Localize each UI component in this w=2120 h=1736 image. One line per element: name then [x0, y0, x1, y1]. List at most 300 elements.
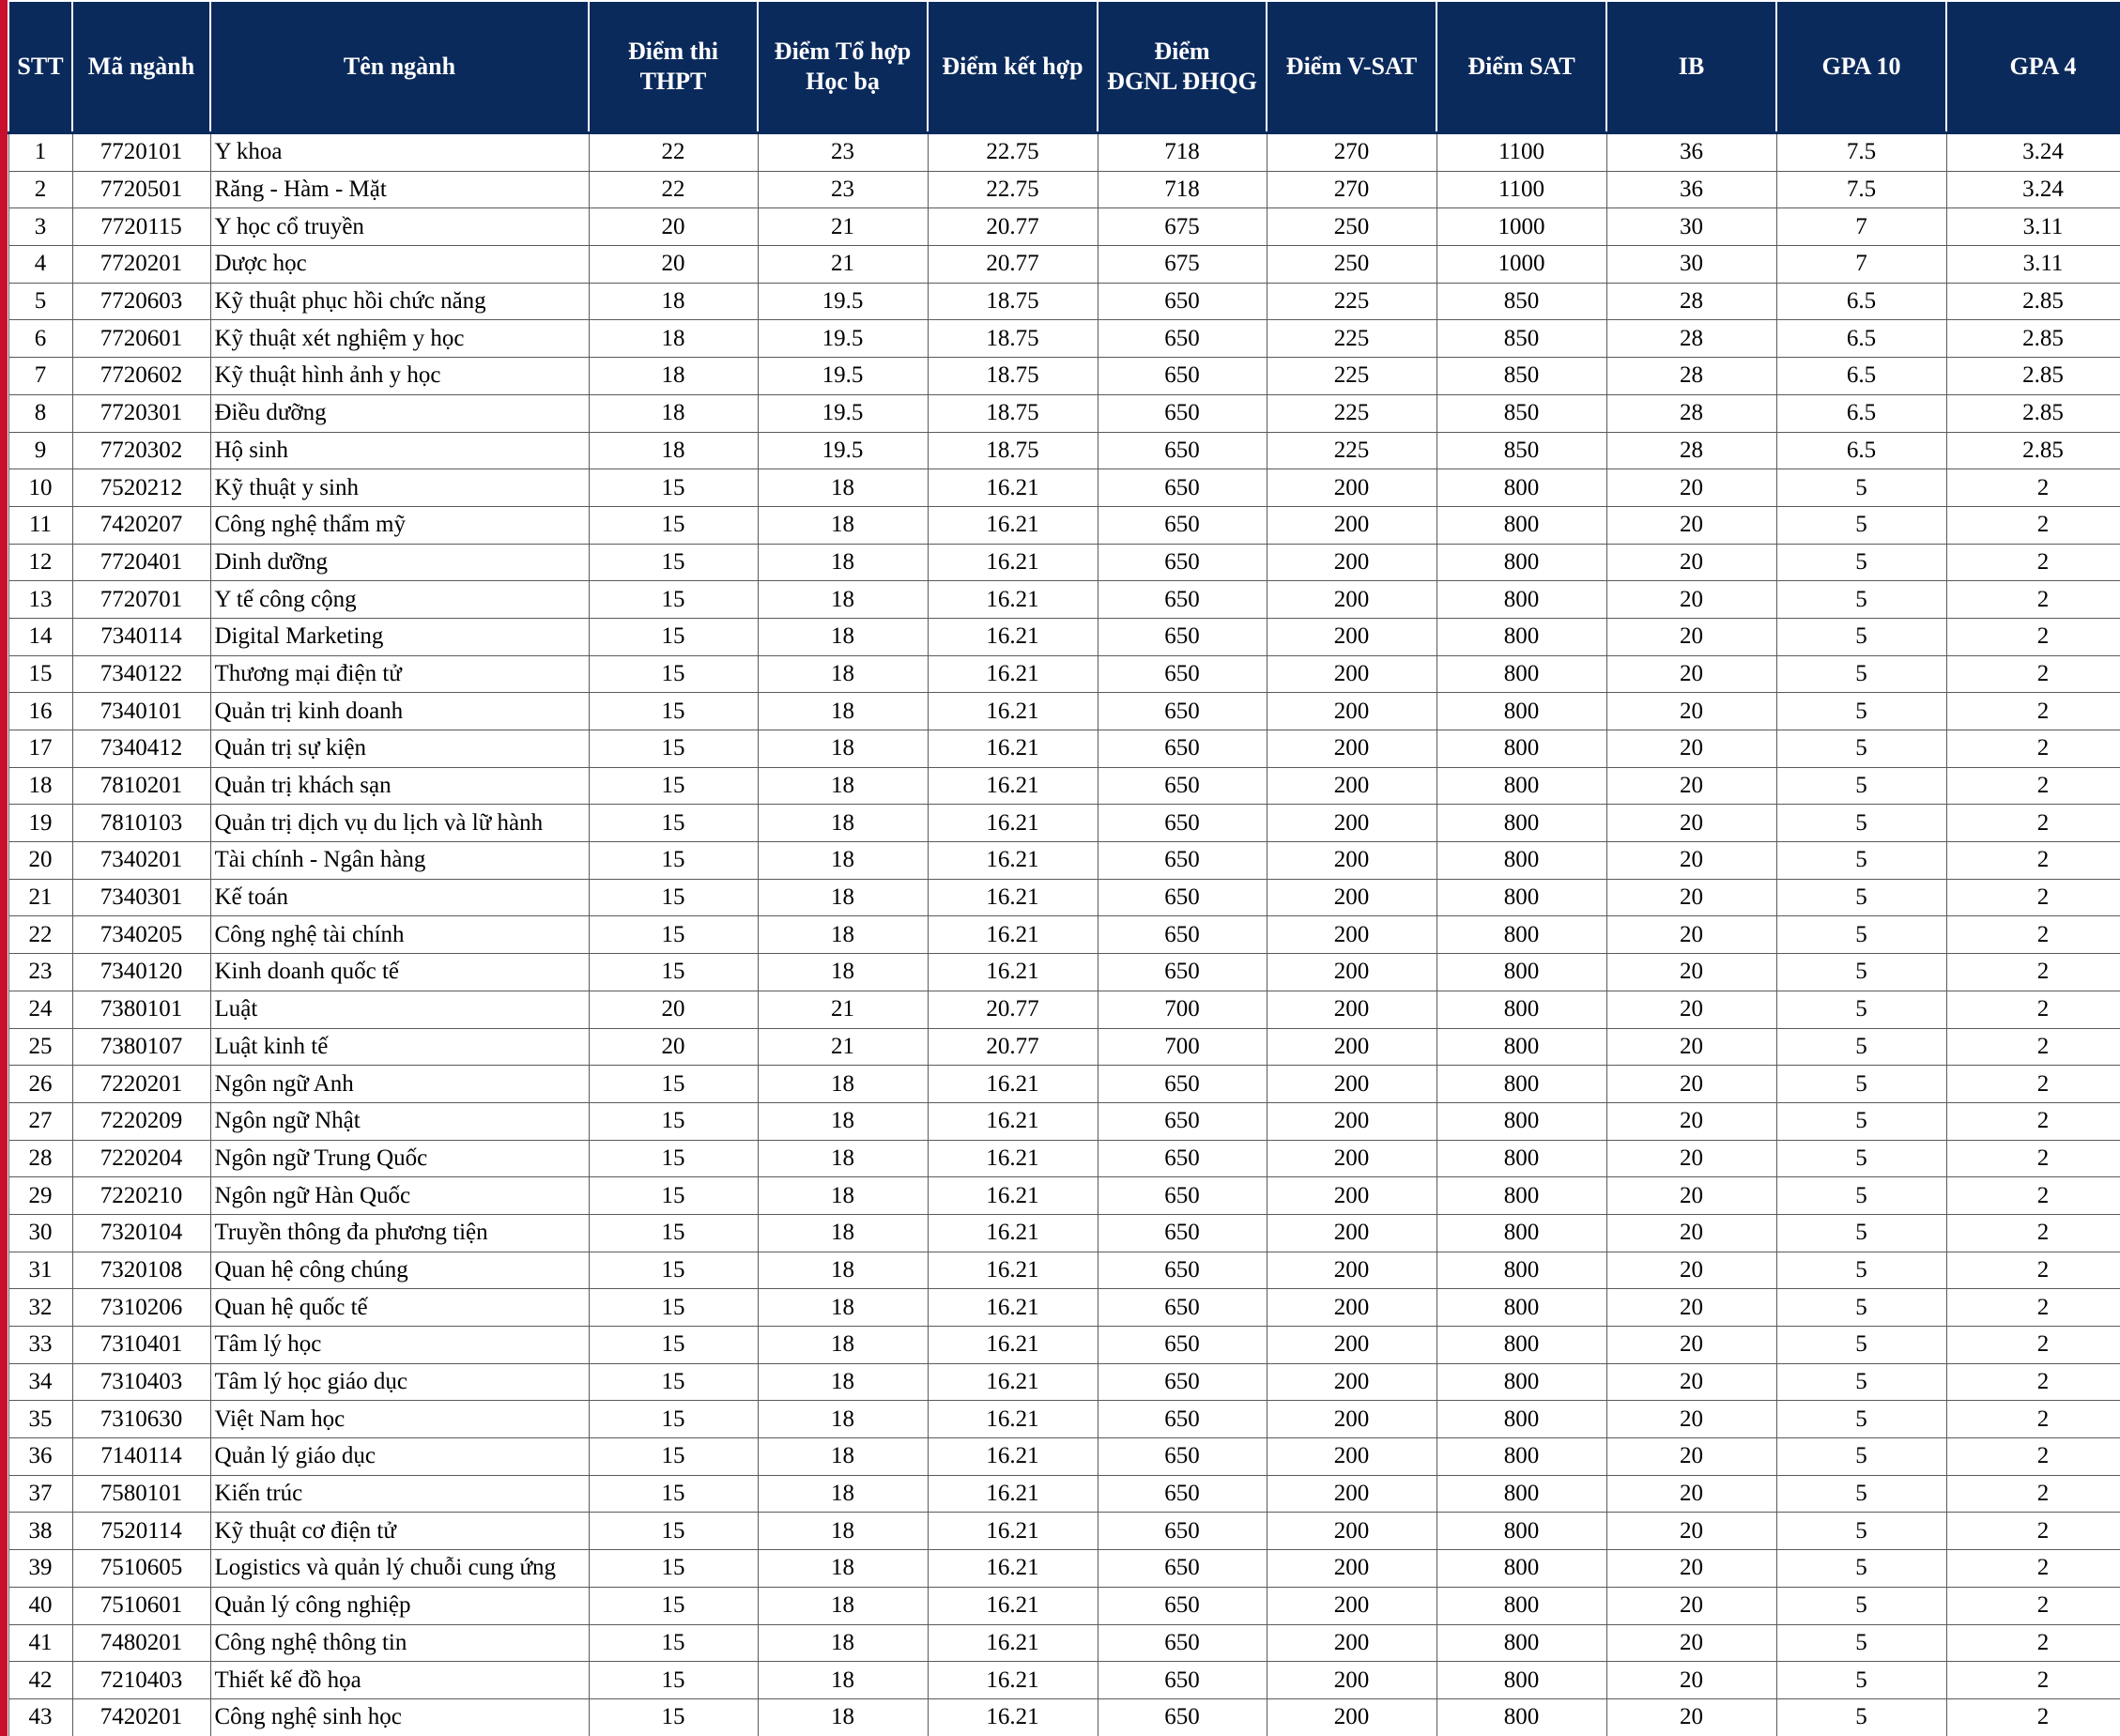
cell-major-name: Công nghệ thông tin	[210, 1624, 589, 1662]
cell-vsat-score: 200	[1267, 544, 1436, 581]
cell-vsat-score: 200	[1267, 581, 1436, 619]
cell-major-name: Răng - Hàm - Mặt	[210, 171, 589, 208]
cell-transcript-score: 18	[758, 1698, 928, 1736]
cell-stt: 7	[8, 358, 72, 395]
cell-transcript-score: 18	[758, 544, 928, 581]
cell-vsat-score: 200	[1267, 879, 1436, 916]
cell-sat-score: 1000	[1436, 208, 1606, 246]
cell-thpt-score: 22	[589, 171, 758, 208]
cell-sat-score: 800	[1436, 1363, 1606, 1401]
cell-major-code: 7340114	[72, 618, 210, 655]
cell-sat-score: 800	[1436, 1513, 1606, 1550]
cell-ib: 28	[1606, 394, 1776, 432]
cell-major-code: 7520114	[72, 1513, 210, 1550]
cell-dgnl-score: 700	[1098, 1028, 1267, 1066]
cell-combined-score: 16.21	[928, 1513, 1098, 1550]
table-row	[8, 506, 2120, 544]
cell-transcript-score: 18	[758, 730, 928, 768]
cell-major-code: 7720401	[72, 544, 210, 581]
cell-gpa4: 2	[1946, 1624, 2120, 1662]
cell-sat-score: 800	[1436, 879, 1606, 916]
table-row	[8, 320, 2120, 358]
cell-ib: 20	[1606, 730, 1776, 768]
cell-ib: 20	[1606, 544, 1776, 581]
cell-thpt-score: 15	[589, 1066, 758, 1103]
cell-vsat-score: 270	[1267, 133, 1436, 172]
cell-transcript-score: 18	[758, 842, 928, 880]
table-row	[8, 1587, 2120, 1624]
cell-thpt-score: 15	[589, 1513, 758, 1550]
cell-major-name: Kỹ thuật hình ảnh y học	[210, 358, 589, 395]
table-row	[8, 581, 2120, 619]
cell-combined-score: 18.75	[928, 283, 1098, 320]
cell-thpt-score: 15	[589, 1252, 758, 1289]
table-row	[8, 469, 2120, 507]
cell-dgnl-score: 718	[1098, 133, 1267, 172]
cell-sat-score: 1000	[1436, 246, 1606, 284]
cell-sat-score: 800	[1436, 1438, 1606, 1476]
cell-major-name: Kỹ thuật xét nghiệm y học	[210, 320, 589, 358]
cell-combined-score: 16.21	[928, 1214, 1098, 1252]
cell-major-code: 7720602	[72, 358, 210, 395]
cell-dgnl-score: 650	[1098, 655, 1267, 693]
cell-transcript-score: 18	[758, 655, 928, 693]
cell-gpa10: 5	[1776, 1550, 1946, 1588]
cell-transcript-score: 18	[758, 1513, 928, 1550]
cell-sat-score: 1100	[1436, 171, 1606, 208]
cell-gpa4: 2.85	[1946, 283, 2120, 320]
cell-thpt-score: 15	[589, 1587, 758, 1624]
cell-sat-score: 800	[1436, 842, 1606, 880]
cell-dgnl-score: 650	[1098, 1475, 1267, 1513]
cell-stt: 10	[8, 469, 72, 507]
cell-major-name: Kỹ thuật y sinh	[210, 469, 589, 507]
cell-thpt-score: 15	[589, 954, 758, 991]
cell-major-code: 7220209	[72, 1102, 210, 1140]
table-row	[8, 916, 2120, 954]
cell-major-name: Logistics và quản lý chuỗi cung ứng	[210, 1550, 589, 1588]
cell-thpt-score: 15	[589, 1662, 758, 1699]
cell-major-name: Quản trị sự kiện	[210, 730, 589, 768]
cell-thpt-score: 15	[589, 506, 758, 544]
cell-stt: 41	[8, 1624, 72, 1662]
cell-stt: 1	[8, 133, 72, 172]
cell-major-name: Digital Marketing	[210, 618, 589, 655]
cell-gpa10: 5	[1776, 1327, 1946, 1364]
cell-thpt-score: 20	[589, 246, 758, 284]
cell-gpa4: 3.24	[1946, 171, 2120, 208]
cell-sat-score: 800	[1436, 544, 1606, 581]
table-row	[8, 655, 2120, 693]
cell-sat-score: 800	[1436, 1066, 1606, 1103]
cell-sat-score: 800	[1436, 1102, 1606, 1140]
cell-vsat-score: 200	[1267, 1698, 1436, 1736]
cell-dgnl-score: 650	[1098, 1550, 1267, 1588]
cell-vsat-score: 200	[1267, 693, 1436, 730]
cell-stt: 18	[8, 767, 72, 805]
cell-major-code: 7310206	[72, 1289, 210, 1327]
cell-dgnl-score: 650	[1098, 581, 1267, 619]
cell-ib: 20	[1606, 991, 1776, 1028]
cell-gpa4: 2.85	[1946, 358, 2120, 395]
cell-sat-score: 850	[1436, 432, 1606, 469]
cell-dgnl-score: 650	[1098, 394, 1267, 432]
cell-combined-score: 16.21	[928, 730, 1098, 768]
cell-major-name: Kỹ thuật phục hồi chức năng	[210, 283, 589, 320]
header-ib: IB	[1606, 1, 1776, 133]
cell-sat-score: 800	[1436, 618, 1606, 655]
table-row	[8, 432, 2120, 469]
cell-gpa10: 5	[1776, 544, 1946, 581]
cell-ib: 20	[1606, 1177, 1776, 1215]
table-row	[8, 954, 2120, 991]
cell-stt: 30	[8, 1214, 72, 1252]
cell-gpa10: 5	[1776, 618, 1946, 655]
cell-stt: 28	[8, 1140, 72, 1177]
cell-gpa4: 2	[1946, 581, 2120, 619]
cell-major-name: Dinh dưỡng	[210, 544, 589, 581]
cell-major-name: Y tế công cộng	[210, 581, 589, 619]
cell-stt: 43	[8, 1698, 72, 1736]
cell-gpa4: 2	[1946, 1289, 2120, 1327]
cell-transcript-score: 18	[758, 1624, 928, 1662]
cell-stt: 4	[8, 246, 72, 284]
cell-ib: 20	[1606, 954, 1776, 991]
cell-transcript-score: 18	[758, 1252, 928, 1289]
cell-vsat-score: 200	[1267, 805, 1436, 842]
cell-gpa10: 5	[1776, 767, 1946, 805]
cell-gpa10: 5	[1776, 730, 1946, 768]
cell-vsat-score: 200	[1267, 1177, 1436, 1215]
cell-ib: 20	[1606, 1513, 1776, 1550]
cell-vsat-score: 200	[1267, 954, 1436, 991]
cell-ib: 20	[1606, 581, 1776, 619]
cell-major-name: Luật	[210, 991, 589, 1028]
cell-combined-score: 16.21	[928, 805, 1098, 842]
cell-vsat-score: 200	[1267, 1513, 1436, 1550]
cell-transcript-score: 18	[758, 1363, 928, 1401]
header-combined-score: Điểm kết hợp	[928, 1, 1098, 133]
table-body	[8, 133, 2120, 1736]
cell-sat-score: 800	[1436, 581, 1606, 619]
cell-sat-score: 800	[1436, 469, 1606, 507]
cell-gpa4: 2	[1946, 1698, 2120, 1736]
cell-dgnl-score: 650	[1098, 805, 1267, 842]
cell-transcript-score: 18	[758, 1140, 928, 1177]
cell-major-name: Quản lý công nghiệp	[210, 1587, 589, 1624]
score-table-frame	[8, 0, 2120, 1736]
cell-combined-score: 16.21	[928, 1177, 1098, 1215]
cell-ib: 20	[1606, 1066, 1776, 1103]
cell-thpt-score: 15	[589, 730, 758, 768]
cell-major-code: 7720601	[72, 320, 210, 358]
cell-stt: 2	[8, 171, 72, 208]
cell-thpt-score: 15	[589, 1624, 758, 1662]
cell-transcript-score: 19.5	[758, 358, 928, 395]
cell-dgnl-score: 650	[1098, 618, 1267, 655]
cell-stt: 39	[8, 1550, 72, 1588]
cell-major-code: 7310401	[72, 1327, 210, 1364]
cell-major-code: 7340205	[72, 916, 210, 954]
cell-major-code: 7140114	[72, 1438, 210, 1476]
cell-transcript-score: 18	[758, 1475, 928, 1513]
cell-dgnl-score: 650	[1098, 283, 1267, 320]
cell-major-code: 7580101	[72, 1475, 210, 1513]
cell-stt: 27	[8, 1102, 72, 1140]
cell-gpa10: 5	[1776, 1513, 1946, 1550]
table-row	[8, 1698, 2120, 1736]
cell-major-code: 7320104	[72, 1214, 210, 1252]
cell-gpa4: 2	[1946, 1513, 2120, 1550]
cell-major-name: Công nghệ tài chính	[210, 916, 589, 954]
cell-sat-score: 1100	[1436, 133, 1606, 172]
cell-combined-score: 16.21	[928, 1698, 1098, 1736]
cell-major-name: Dược học	[210, 246, 589, 284]
cell-ib: 20	[1606, 805, 1776, 842]
cell-ib: 28	[1606, 358, 1776, 395]
cell-transcript-score: 18	[758, 1327, 928, 1364]
cell-ib: 20	[1606, 1624, 1776, 1662]
cell-gpa4: 2	[1946, 1028, 2120, 1066]
cell-gpa4: 2	[1946, 1252, 2120, 1289]
table-row	[8, 991, 2120, 1028]
cell-dgnl-score: 675	[1098, 208, 1267, 246]
cell-sat-score: 800	[1436, 1214, 1606, 1252]
cell-transcript-score: 19.5	[758, 432, 928, 469]
cell-gpa10: 5	[1776, 1028, 1946, 1066]
cell-thpt-score: 15	[589, 805, 758, 842]
cell-stt: 22	[8, 916, 72, 954]
cell-dgnl-score: 650	[1098, 1066, 1267, 1103]
cell-gpa4: 2	[1946, 1214, 2120, 1252]
cell-gpa10: 5	[1776, 655, 1946, 693]
cell-major-code: 7210403	[72, 1662, 210, 1699]
cell-combined-score: 16.21	[928, 1550, 1098, 1588]
table-row	[8, 1289, 2120, 1327]
cell-transcript-score: 19.5	[758, 283, 928, 320]
cell-thpt-score: 15	[589, 469, 758, 507]
cell-stt: 36	[8, 1438, 72, 1476]
cell-vsat-score: 200	[1267, 1438, 1436, 1476]
cell-stt: 31	[8, 1252, 72, 1289]
cell-thpt-score: 15	[589, 842, 758, 880]
cell-gpa10: 5	[1776, 1066, 1946, 1103]
cell-vsat-score: 200	[1267, 1363, 1436, 1401]
cell-dgnl-score: 650	[1098, 506, 1267, 544]
cell-vsat-score: 270	[1267, 171, 1436, 208]
cell-major-name: Tâm lý học	[210, 1327, 589, 1364]
cell-gpa10: 5	[1776, 1177, 1946, 1215]
cell-gpa4: 2	[1946, 842, 2120, 880]
cell-stt: 26	[8, 1066, 72, 1103]
cell-sat-score: 800	[1436, 916, 1606, 954]
table-row	[8, 1624, 2120, 1662]
cell-combined-score: 22.75	[928, 133, 1098, 172]
table-row	[8, 1438, 2120, 1476]
table-row	[8, 1475, 2120, 1513]
cell-stt: 8	[8, 394, 72, 432]
cell-gpa4: 2	[1946, 1102, 2120, 1140]
cell-transcript-score: 18	[758, 1662, 928, 1699]
cell-gpa4: 2	[1946, 1327, 2120, 1364]
cell-ib: 20	[1606, 618, 1776, 655]
cell-stt: 32	[8, 1289, 72, 1327]
cell-thpt-score: 15	[589, 544, 758, 581]
cell-gpa10: 5	[1776, 1289, 1946, 1327]
cell-major-code: 7520212	[72, 469, 210, 507]
table-row	[8, 1252, 2120, 1289]
cell-transcript-score: 18	[758, 1214, 928, 1252]
cell-thpt-score: 15	[589, 1327, 758, 1364]
cell-gpa4: 2	[1946, 767, 2120, 805]
cell-combined-score: 16.21	[928, 1140, 1098, 1177]
cell-dgnl-score: 650	[1098, 1662, 1267, 1699]
cell-combined-score: 16.21	[928, 1438, 1098, 1476]
cell-major-name: Quan hệ công chúng	[210, 1252, 589, 1289]
cell-gpa10: 5	[1776, 1401, 1946, 1438]
cell-sat-score: 800	[1436, 1327, 1606, 1364]
cell-vsat-score: 200	[1267, 916, 1436, 954]
table-row	[8, 544, 2120, 581]
cell-gpa4: 2.85	[1946, 432, 2120, 469]
cell-gpa10: 5	[1776, 1214, 1946, 1252]
cell-gpa4: 2.85	[1946, 394, 2120, 432]
cell-major-code: 7220201	[72, 1066, 210, 1103]
cell-major-name: Hộ sinh	[210, 432, 589, 469]
cell-combined-score: 20.77	[928, 246, 1098, 284]
cell-dgnl-score: 650	[1098, 1438, 1267, 1476]
cell-vsat-score: 200	[1267, 842, 1436, 880]
cell-major-name: Quản trị kinh doanh	[210, 693, 589, 730]
cell-ib: 36	[1606, 133, 1776, 172]
cell-gpa4: 2	[1946, 879, 2120, 916]
cell-vsat-score: 225	[1267, 394, 1436, 432]
cell-dgnl-score: 650	[1098, 544, 1267, 581]
cell-gpa4: 2	[1946, 618, 2120, 655]
cell-major-code: 7810201	[72, 767, 210, 805]
cell-transcript-score: 21	[758, 208, 928, 246]
table-row	[8, 1140, 2120, 1177]
cell-combined-score: 16.21	[928, 469, 1098, 507]
cell-dgnl-score: 650	[1098, 1401, 1267, 1438]
cell-vsat-score: 200	[1267, 1102, 1436, 1140]
cell-vsat-score: 200	[1267, 991, 1436, 1028]
table-row	[8, 1662, 2120, 1699]
cell-dgnl-score: 650	[1098, 693, 1267, 730]
table-row	[8, 394, 2120, 432]
cell-ib: 28	[1606, 320, 1776, 358]
cell-thpt-score: 18	[589, 320, 758, 358]
cell-gpa10: 5	[1776, 1252, 1946, 1289]
cell-transcript-score: 18	[758, 506, 928, 544]
cell-gpa4: 2	[1946, 1177, 2120, 1215]
cell-major-name: Kinh doanh quốc tế	[210, 954, 589, 991]
table-row	[8, 1028, 2120, 1066]
cell-vsat-score: 200	[1267, 1550, 1436, 1588]
cell-combined-score: 16.21	[928, 954, 1098, 991]
cell-major-code: 7720302	[72, 432, 210, 469]
cell-ib: 28	[1606, 432, 1776, 469]
cell-vsat-score: 250	[1267, 208, 1436, 246]
cell-gpa10: 7	[1776, 208, 1946, 246]
header-transcript-score: Điểm Tổ hợp Học bạ	[758, 1, 928, 133]
cell-vsat-score: 200	[1267, 618, 1436, 655]
cell-stt: 11	[8, 506, 72, 544]
cell-transcript-score: 18	[758, 581, 928, 619]
cell-gpa10: 6.5	[1776, 283, 1946, 320]
cell-ib: 20	[1606, 1028, 1776, 1066]
header-gpa4: GPA 4	[1946, 1, 2120, 133]
cell-sat-score: 800	[1436, 1401, 1606, 1438]
cell-sat-score: 800	[1436, 1624, 1606, 1662]
cell-gpa10: 5	[1776, 581, 1946, 619]
cell-vsat-score: 200	[1267, 1401, 1436, 1438]
cell-major-name: Thiết kế đồ họa	[210, 1662, 589, 1699]
cell-thpt-score: 15	[589, 767, 758, 805]
cell-thpt-score: 18	[589, 432, 758, 469]
cell-stt: 6	[8, 320, 72, 358]
cell-gpa10: 5	[1776, 991, 1946, 1028]
cell-combined-score: 16.21	[928, 1102, 1098, 1140]
cell-gpa10: 7	[1776, 246, 1946, 284]
cell-stt: 14	[8, 618, 72, 655]
cell-major-name: Luật kinh tế	[210, 1028, 589, 1066]
cell-gpa4: 2	[1946, 1587, 2120, 1624]
cell-dgnl-score: 650	[1098, 432, 1267, 469]
cell-stt: 33	[8, 1327, 72, 1364]
cell-sat-score: 800	[1436, 730, 1606, 768]
cell-thpt-score: 15	[589, 655, 758, 693]
cell-ib: 20	[1606, 1289, 1776, 1327]
header-dgnl-score: Điểm ĐGNL ĐHQG	[1098, 1, 1267, 133]
cell-stt: 40	[8, 1587, 72, 1624]
cell-dgnl-score: 650	[1098, 1624, 1267, 1662]
cell-major-code: 7510601	[72, 1587, 210, 1624]
cell-dgnl-score: 650	[1098, 1363, 1267, 1401]
cell-gpa10: 6.5	[1776, 394, 1946, 432]
cell-combined-score: 18.75	[928, 358, 1098, 395]
cell-gpa10: 5	[1776, 1475, 1946, 1513]
cell-vsat-score: 225	[1267, 320, 1436, 358]
cell-dgnl-score: 650	[1098, 1513, 1267, 1550]
cell-gpa4: 2	[1946, 991, 2120, 1028]
cell-ib: 20	[1606, 469, 1776, 507]
cell-major-code: 7340201	[72, 842, 210, 880]
cell-sat-score: 850	[1436, 320, 1606, 358]
cell-combined-score: 16.21	[928, 544, 1098, 581]
cell-major-code: 7720201	[72, 246, 210, 284]
cell-combined-score: 16.21	[928, 1624, 1098, 1662]
cell-combined-score: 16.21	[928, 1289, 1098, 1327]
cell-major-name: Quản trị dịch vụ du lịch và lữ hành	[210, 805, 589, 842]
table-row	[8, 805, 2120, 842]
cell-sat-score: 850	[1436, 283, 1606, 320]
cell-combined-score: 16.21	[928, 1066, 1098, 1103]
cell-transcript-score: 18	[758, 805, 928, 842]
table-row	[8, 246, 2120, 284]
table-row	[8, 1214, 2120, 1252]
cell-combined-score: 16.21	[928, 1662, 1098, 1699]
cell-stt: 19	[8, 805, 72, 842]
cell-thpt-score: 18	[589, 394, 758, 432]
cell-combined-score: 16.21	[928, 1363, 1098, 1401]
cell-major-name: Quản lý giáo dục	[210, 1438, 589, 1476]
cell-sat-score: 800	[1436, 1028, 1606, 1066]
cell-transcript-score: 18	[758, 916, 928, 954]
cell-sat-score: 850	[1436, 358, 1606, 395]
cell-combined-score: 18.75	[928, 394, 1098, 432]
cell-major-name: Thương mại điện tử	[210, 655, 589, 693]
